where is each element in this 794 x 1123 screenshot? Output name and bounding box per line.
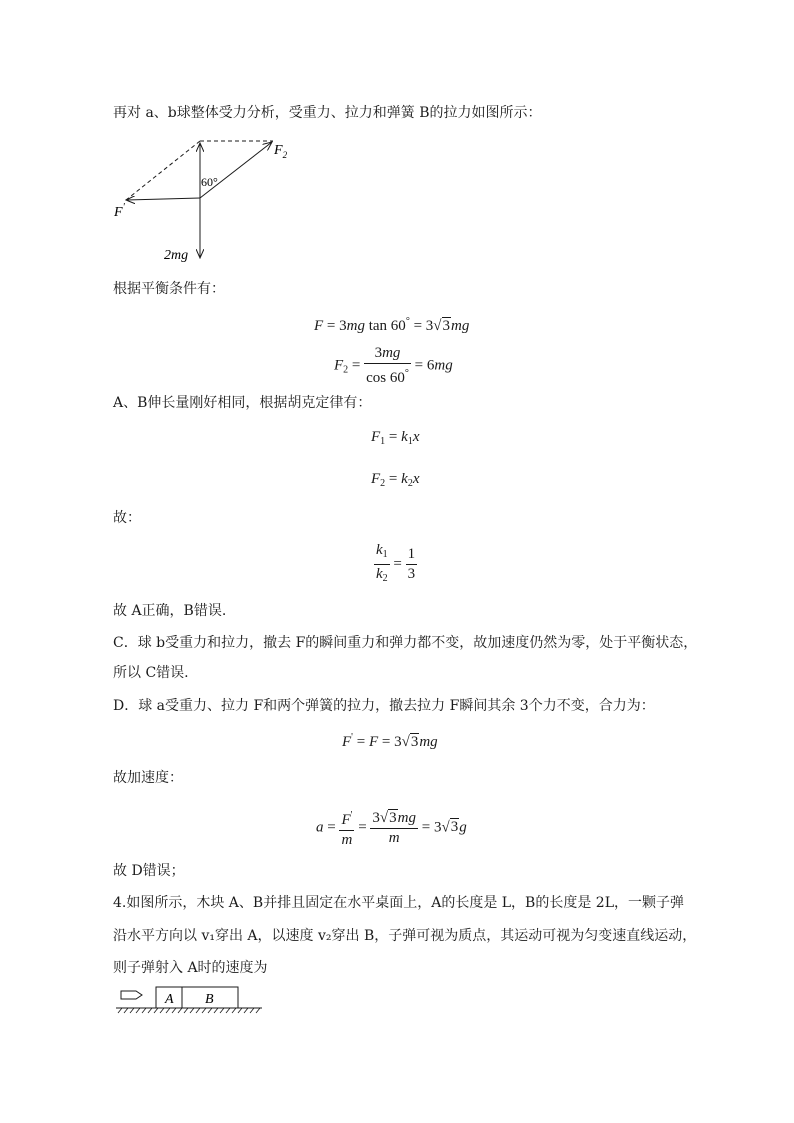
- gu-text: 故：: [113, 510, 141, 526]
- label-angle: 60°: [201, 175, 218, 189]
- eq-acceleration: a = $\frac{F'}{m}$ = $\frac{3√3mg}{m}$ = 3√3g: [316, 806, 467, 850]
- eq-f-prime: F' = F = 3√3mg: [342, 732, 438, 750]
- f2-arrow: [200, 142, 272, 198]
- accel-text: 故加速度：: [113, 770, 183, 786]
- option-c-line1: C．球 b受重力和拉力，撤去 F的瞬间重力和弹力都不变，故加速度仍然为零，处于平衡状态，: [113, 635, 698, 651]
- option-c-line2: 所以 C错误.: [113, 665, 189, 681]
- eq-f2-k2x: $F_2 = k_2x$: [371, 471, 420, 489]
- intro-text: 再对 a、b球整体受力分析，受重力、拉力和弹簧 B的拉力如图所示：: [113, 105, 542, 121]
- label-f-prime: F': [114, 202, 125, 220]
- dashed-left-line: [126, 141, 200, 200]
- q4-line1: 4.如图所示，木块 A、B并排且固定在水平桌面上，A的长度是 L，B的长度是 2L，一颗子弹: [113, 895, 685, 911]
- table-hatching: [118, 1008, 260, 1013]
- q4-line3: 则子弹射入 A时的速度为: [113, 960, 268, 976]
- option-d-line1: D．球 a受重力、拉力 F和两个弹簧的拉力，撤去拉力 F瞬间其余 3个力不变，合力为：: [113, 698, 655, 714]
- eq-f2-cos: $F_2$ = $\frac{3mg}{\cos 60^\circ}$ = 6mg: [334, 345, 453, 386]
- eq-k-ratio: $\frac{k_1}{k_2}$ = $\frac{1}{3}$: [376, 542, 416, 584]
- conclusion-ab: 故 A正确，B错误.: [113, 603, 227, 619]
- force-diagram: [108, 128, 308, 270]
- balance-text: 根据平衡条件有：: [113, 281, 225, 297]
- f-prime-arrow: [126, 198, 200, 200]
- blocks-diagram: [112, 983, 272, 1017]
- svg-text:A: A: [165, 992, 174, 1007]
- eq-f1-k1x: $F_1 = k_1x$: [371, 429, 420, 447]
- svg-text:B: B: [205, 992, 214, 1007]
- bullet-icon: [121, 991, 142, 999]
- label-2mg: 2mg: [164, 248, 189, 263]
- conclusion-d: 故 D错误；: [113, 863, 185, 879]
- hooke-text: A、B伸长量刚好相同，根据胡克定律有：: [113, 395, 372, 411]
- eq-f-tan: F = 3mg tan 60° = 3√3mg: [314, 316, 470, 334]
- q4-line2: 沿水平方向以 v₁穿出 A，以速度 v₂穿出 B，子弹可视为质点，其运动可视为匀变速直线运动，: [113, 928, 697, 944]
- label-f2: $F_2$: [274, 143, 288, 160]
